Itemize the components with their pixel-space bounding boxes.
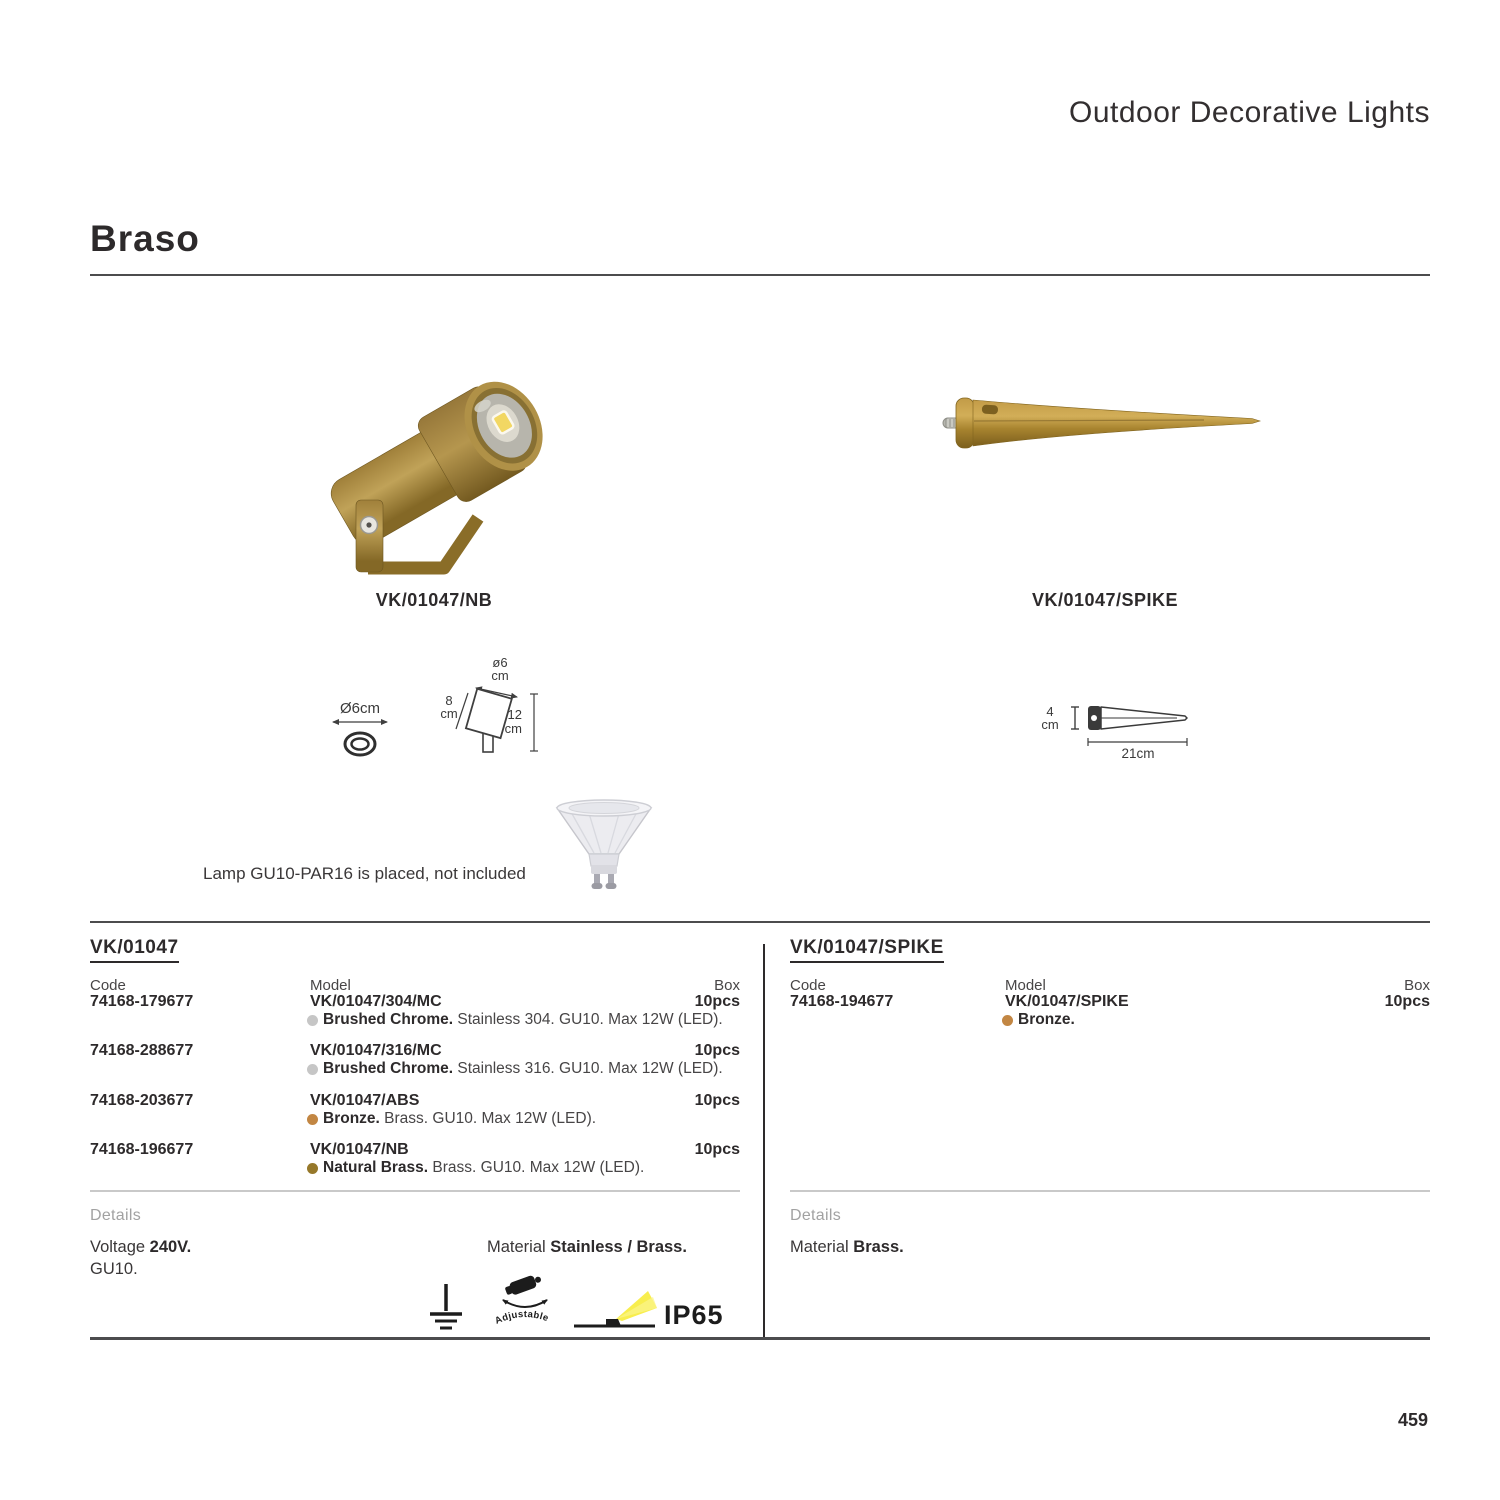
finish-dot bbox=[307, 1015, 318, 1026]
dim-label: ø6 bbox=[492, 655, 508, 670]
spot-side-dimensions bbox=[437, 655, 542, 757]
title-divider bbox=[90, 274, 1430, 276]
row-model: VK/01047/NB bbox=[310, 1141, 409, 1158]
ground-icon bbox=[426, 1284, 466, 1334]
finish-dot bbox=[307, 1163, 318, 1174]
row-code: 74168-288677 bbox=[90, 1042, 194, 1059]
dim-label: cm bbox=[440, 706, 458, 721]
adjustable-icon bbox=[486, 1270, 564, 1334]
uplight-icon bbox=[572, 1288, 657, 1333]
finish-dot bbox=[1002, 1015, 1013, 1026]
page-title: Braso bbox=[90, 218, 200, 259]
row-model: VK/01047/316/MC bbox=[310, 1042, 442, 1059]
table-row bbox=[90, 1141, 740, 1185]
col-model: Model bbox=[1005, 977, 1046, 994]
col-box: Box bbox=[714, 977, 740, 994]
bottom-divider bbox=[90, 1337, 1430, 1340]
svg-text:Adjustable bbox=[493, 1309, 550, 1327]
finish-dot bbox=[307, 1114, 318, 1125]
row-finish-desc: Brushed Chrome. Stainless 304. GU10. Max 12W (LED). bbox=[323, 1011, 723, 1028]
right-details-divider bbox=[790, 1190, 1430, 1192]
spike-product-label: VK/01047/SPIKE bbox=[1031, 590, 1179, 610]
spotlight-product-label: VK/01047/NB bbox=[375, 590, 493, 610]
row-model: VK/01047/ABS bbox=[310, 1092, 420, 1109]
voltage-detail: Voltage 240V. bbox=[90, 1238, 192, 1256]
gu10-lamp-image bbox=[551, 796, 657, 892]
dim-label: Ø6cm bbox=[339, 700, 381, 717]
dim-label: 4 bbox=[1046, 704, 1054, 719]
row-box: 10pcs bbox=[694, 1092, 740, 1109]
adjustable-label: Adjustable bbox=[493, 1308, 551, 1327]
row-finish-desc: Brushed Chrome. Stainless 316. GU10. Max 12W (LED). bbox=[323, 1060, 723, 1077]
finish-dot bbox=[307, 1064, 318, 1075]
dim-label: cm bbox=[491, 668, 509, 683]
right-details-label: Details bbox=[790, 1207, 842, 1224]
col-code: Code bbox=[90, 977, 126, 994]
row-code: 74168-194677 bbox=[790, 993, 894, 1010]
row-box: 10pcs bbox=[694, 993, 740, 1010]
left-details-label: Details bbox=[90, 1207, 142, 1224]
socket-detail: GU10. bbox=[90, 1260, 138, 1278]
spotlight-product-image bbox=[318, 330, 548, 580]
page-number: 459 bbox=[1397, 1410, 1428, 1430]
dim-label: 8 bbox=[445, 693, 453, 708]
table-row bbox=[790, 993, 1430, 1037]
column-divider bbox=[763, 944, 765, 1338]
row-code: 74168-196677 bbox=[90, 1141, 194, 1158]
left-material-detail: Material Stainless / Brass. bbox=[487, 1238, 687, 1256]
col-box: Box bbox=[1404, 977, 1430, 994]
row-code: 74168-179677 bbox=[90, 993, 194, 1010]
ip65-badge: IP65 bbox=[664, 1300, 724, 1330]
dim-label: 21cm bbox=[1121, 746, 1155, 760]
dim-label: cm bbox=[504, 721, 522, 736]
lamp-note: Lamp GU10-PAR16 is placed, not included bbox=[203, 864, 526, 883]
table-row bbox=[90, 993, 740, 1037]
row-code: 74168-203677 bbox=[90, 1092, 194, 1109]
col-code: Code bbox=[790, 977, 826, 994]
row-box: 10pcs bbox=[694, 1042, 740, 1059]
left-details-divider bbox=[90, 1190, 740, 1192]
row-finish-desc: Natural Brass. Brass. GU10. Max 12W (LED). bbox=[323, 1159, 645, 1176]
row-model: VK/01047/SPIKE bbox=[1005, 993, 1129, 1010]
table-row bbox=[90, 1042, 740, 1086]
row-finish-desc: Bronze. bbox=[1018, 1011, 1075, 1028]
left-table-title: VK/01047 bbox=[90, 937, 179, 963]
row-finish-desc: Bronze. Brass. GU10. Max 12W (LED). bbox=[323, 1110, 597, 1127]
spot-front-dimensions bbox=[328, 700, 392, 760]
row-model: VK/01047/304/MC bbox=[310, 993, 442, 1010]
table-top-divider bbox=[90, 921, 1430, 923]
spike-dimensions bbox=[1037, 700, 1192, 760]
row-box: 10pcs bbox=[1384, 993, 1430, 1010]
row-box: 10pcs bbox=[694, 1141, 740, 1158]
col-model: Model bbox=[310, 977, 351, 994]
table-row bbox=[90, 1092, 740, 1136]
page-header: Outdoor Decorative Lights bbox=[1068, 96, 1430, 129]
dim-label: 12 bbox=[507, 707, 522, 722]
dim-label: cm bbox=[1041, 717, 1059, 732]
right-table-title: VK/01047/SPIKE bbox=[790, 937, 944, 963]
spike-product-image bbox=[942, 392, 1272, 454]
right-material-detail: Material Brass. bbox=[790, 1238, 904, 1256]
